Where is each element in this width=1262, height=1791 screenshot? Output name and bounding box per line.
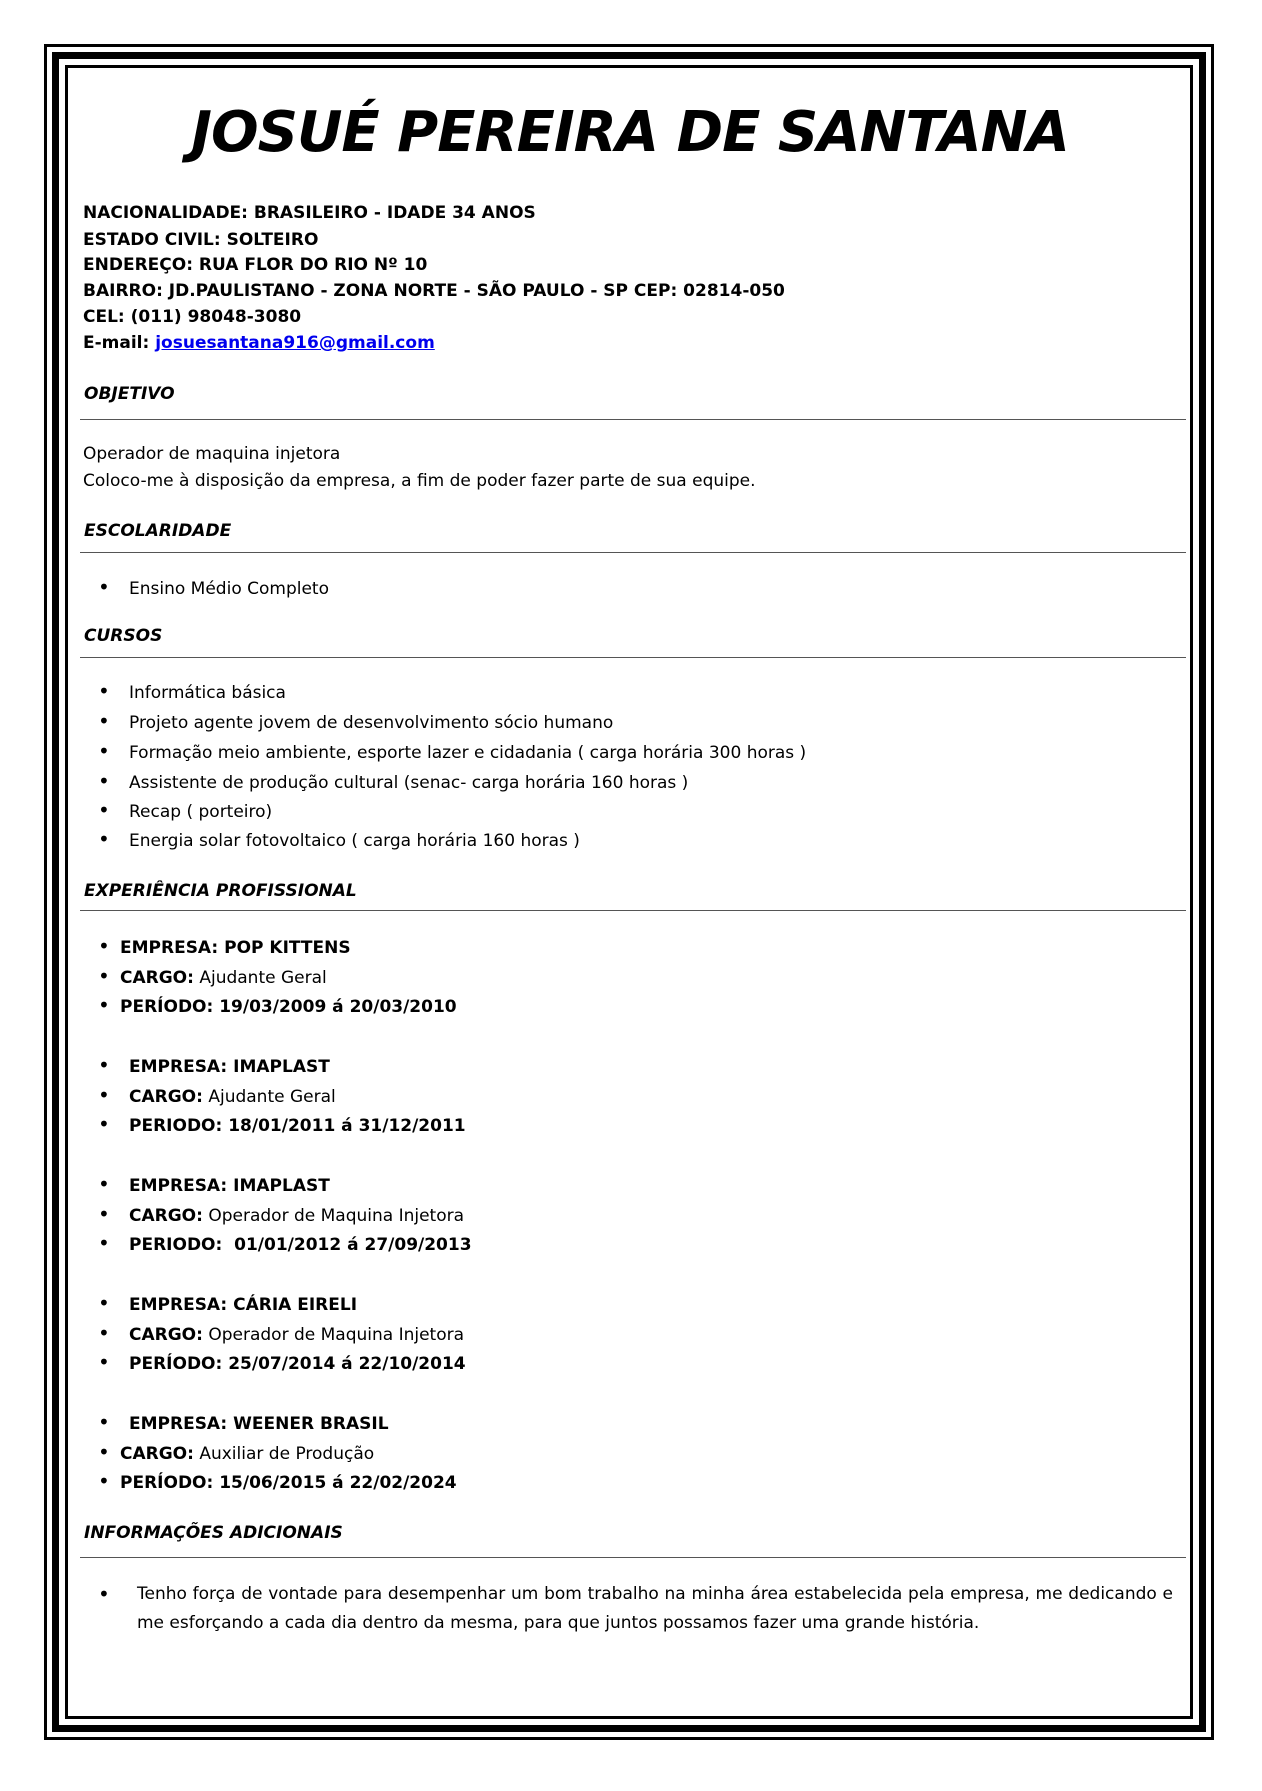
address: ENDEREÇO: RUA FLOR DO RIO Nº 10 xyxy=(83,255,428,275)
additional-info: • Tenho força de vontade para desempenhar um bom trabalho na minha área estabelecida pela empresa, me dedicando e me esforçando a cada dia dentro da mesma, para que juntos possamos fazer uma grande história. xyxy=(98,1582,1173,1633)
section-experiencia: EXPERIÊNCIA PROFISSIONAL xyxy=(84,881,357,901)
marital-status: ESTADO CIVIL: SOLTEIRO xyxy=(83,230,319,250)
objective-line: Operador de maquina injetora xyxy=(83,444,341,464)
list-item: • Assistente de produção cultural (senac- carga horária 160 horas ) xyxy=(98,769,689,793)
job-empresa: • EMPRESA: POP KITTENS xyxy=(98,934,351,958)
job-empresa: • EMPRESA: CÁRIA EIRELI xyxy=(98,1291,358,1315)
job-empresa: • EMPRESA: IMAPLAST xyxy=(98,1053,330,1077)
job-periodo: • PERÍODO: 19/03/2009 á 20/03/2010 xyxy=(98,993,457,1017)
job-empresa: • EMPRESA: IMAPLAST xyxy=(98,1172,330,1196)
phone: CEL: (011) 98048-3080 xyxy=(83,307,302,327)
job-cargo: • CARGO: Operador de Maquina Injetora xyxy=(98,1201,465,1226)
divider xyxy=(80,1557,1186,1558)
email-line xyxy=(83,331,435,355)
job-cargo: • CARGO: Ajudante Geral xyxy=(98,1082,336,1107)
neighborhood: BAIRRO: JD.PAULISTANO - ZONA NORTE - SÃO PAULO - SP CEP: 02814-050 xyxy=(83,281,785,301)
email-label: E-mail: xyxy=(83,333,150,353)
divider xyxy=(80,910,1186,911)
list-item: • Projeto agente jovem de desenvolvimento sócio humano xyxy=(98,709,614,733)
nationality: NACIONALIDADE: BRASILEIRO - IDADE 34 ANOS xyxy=(83,203,536,223)
job-cargo: • CARGO: Operador de Maquina Injetora xyxy=(98,1320,465,1345)
job-periodo: • PERÍODO: 15/06/2015 á 22/02/2024 xyxy=(98,1469,457,1493)
job-empresa: • EMPRESA: WEENER BRASIL xyxy=(98,1410,389,1434)
email-link[interactable]: josuesantana916@gmail.com xyxy=(155,333,435,353)
divider xyxy=(80,419,1186,420)
job-periodo: • PERÍODO: 25/07/2014 á 22/10/2014 xyxy=(98,1350,466,1374)
section-cursos: CURSOS xyxy=(84,626,163,646)
job-cargo: • CARGO: Auxiliar de Produção xyxy=(98,1439,375,1464)
list-item: • Formação meio ambiente, esporte lazer e cidadania ( carga horária 300 horas ) xyxy=(98,739,807,763)
divider xyxy=(80,657,1186,658)
job-periodo: • PERIODO: 01/01/2012 á 27/09/2013 xyxy=(98,1231,472,1255)
list-item: • Recap ( porteiro) xyxy=(98,798,273,822)
section-adicionais: INFORMAÇÕES ADICIONAIS xyxy=(84,1523,343,1543)
list-item: • Informática básica xyxy=(98,679,286,703)
job-periodo: • PERIODO: 18/01/2011 á 31/12/2011 xyxy=(98,1112,466,1136)
section-escolaridade: ESCOLARIDADE xyxy=(84,521,232,541)
list-item: • Energia solar fotovoltaico ( carga horária 160 horas ) xyxy=(98,827,580,851)
objective-line: Coloco-me à disposição da empresa, a fim de poder fazer parte de sua equipe. xyxy=(83,471,756,491)
list-item: • Ensino Médio Completo xyxy=(98,575,329,599)
divider xyxy=(80,552,1186,553)
candidate-name: JOSUÉ PEREIRA DE SANTANA xyxy=(191,100,1069,165)
job-cargo: • CARGO: Ajudante Geral xyxy=(98,963,327,988)
section-objetivo: OBJETIVO xyxy=(84,384,175,404)
